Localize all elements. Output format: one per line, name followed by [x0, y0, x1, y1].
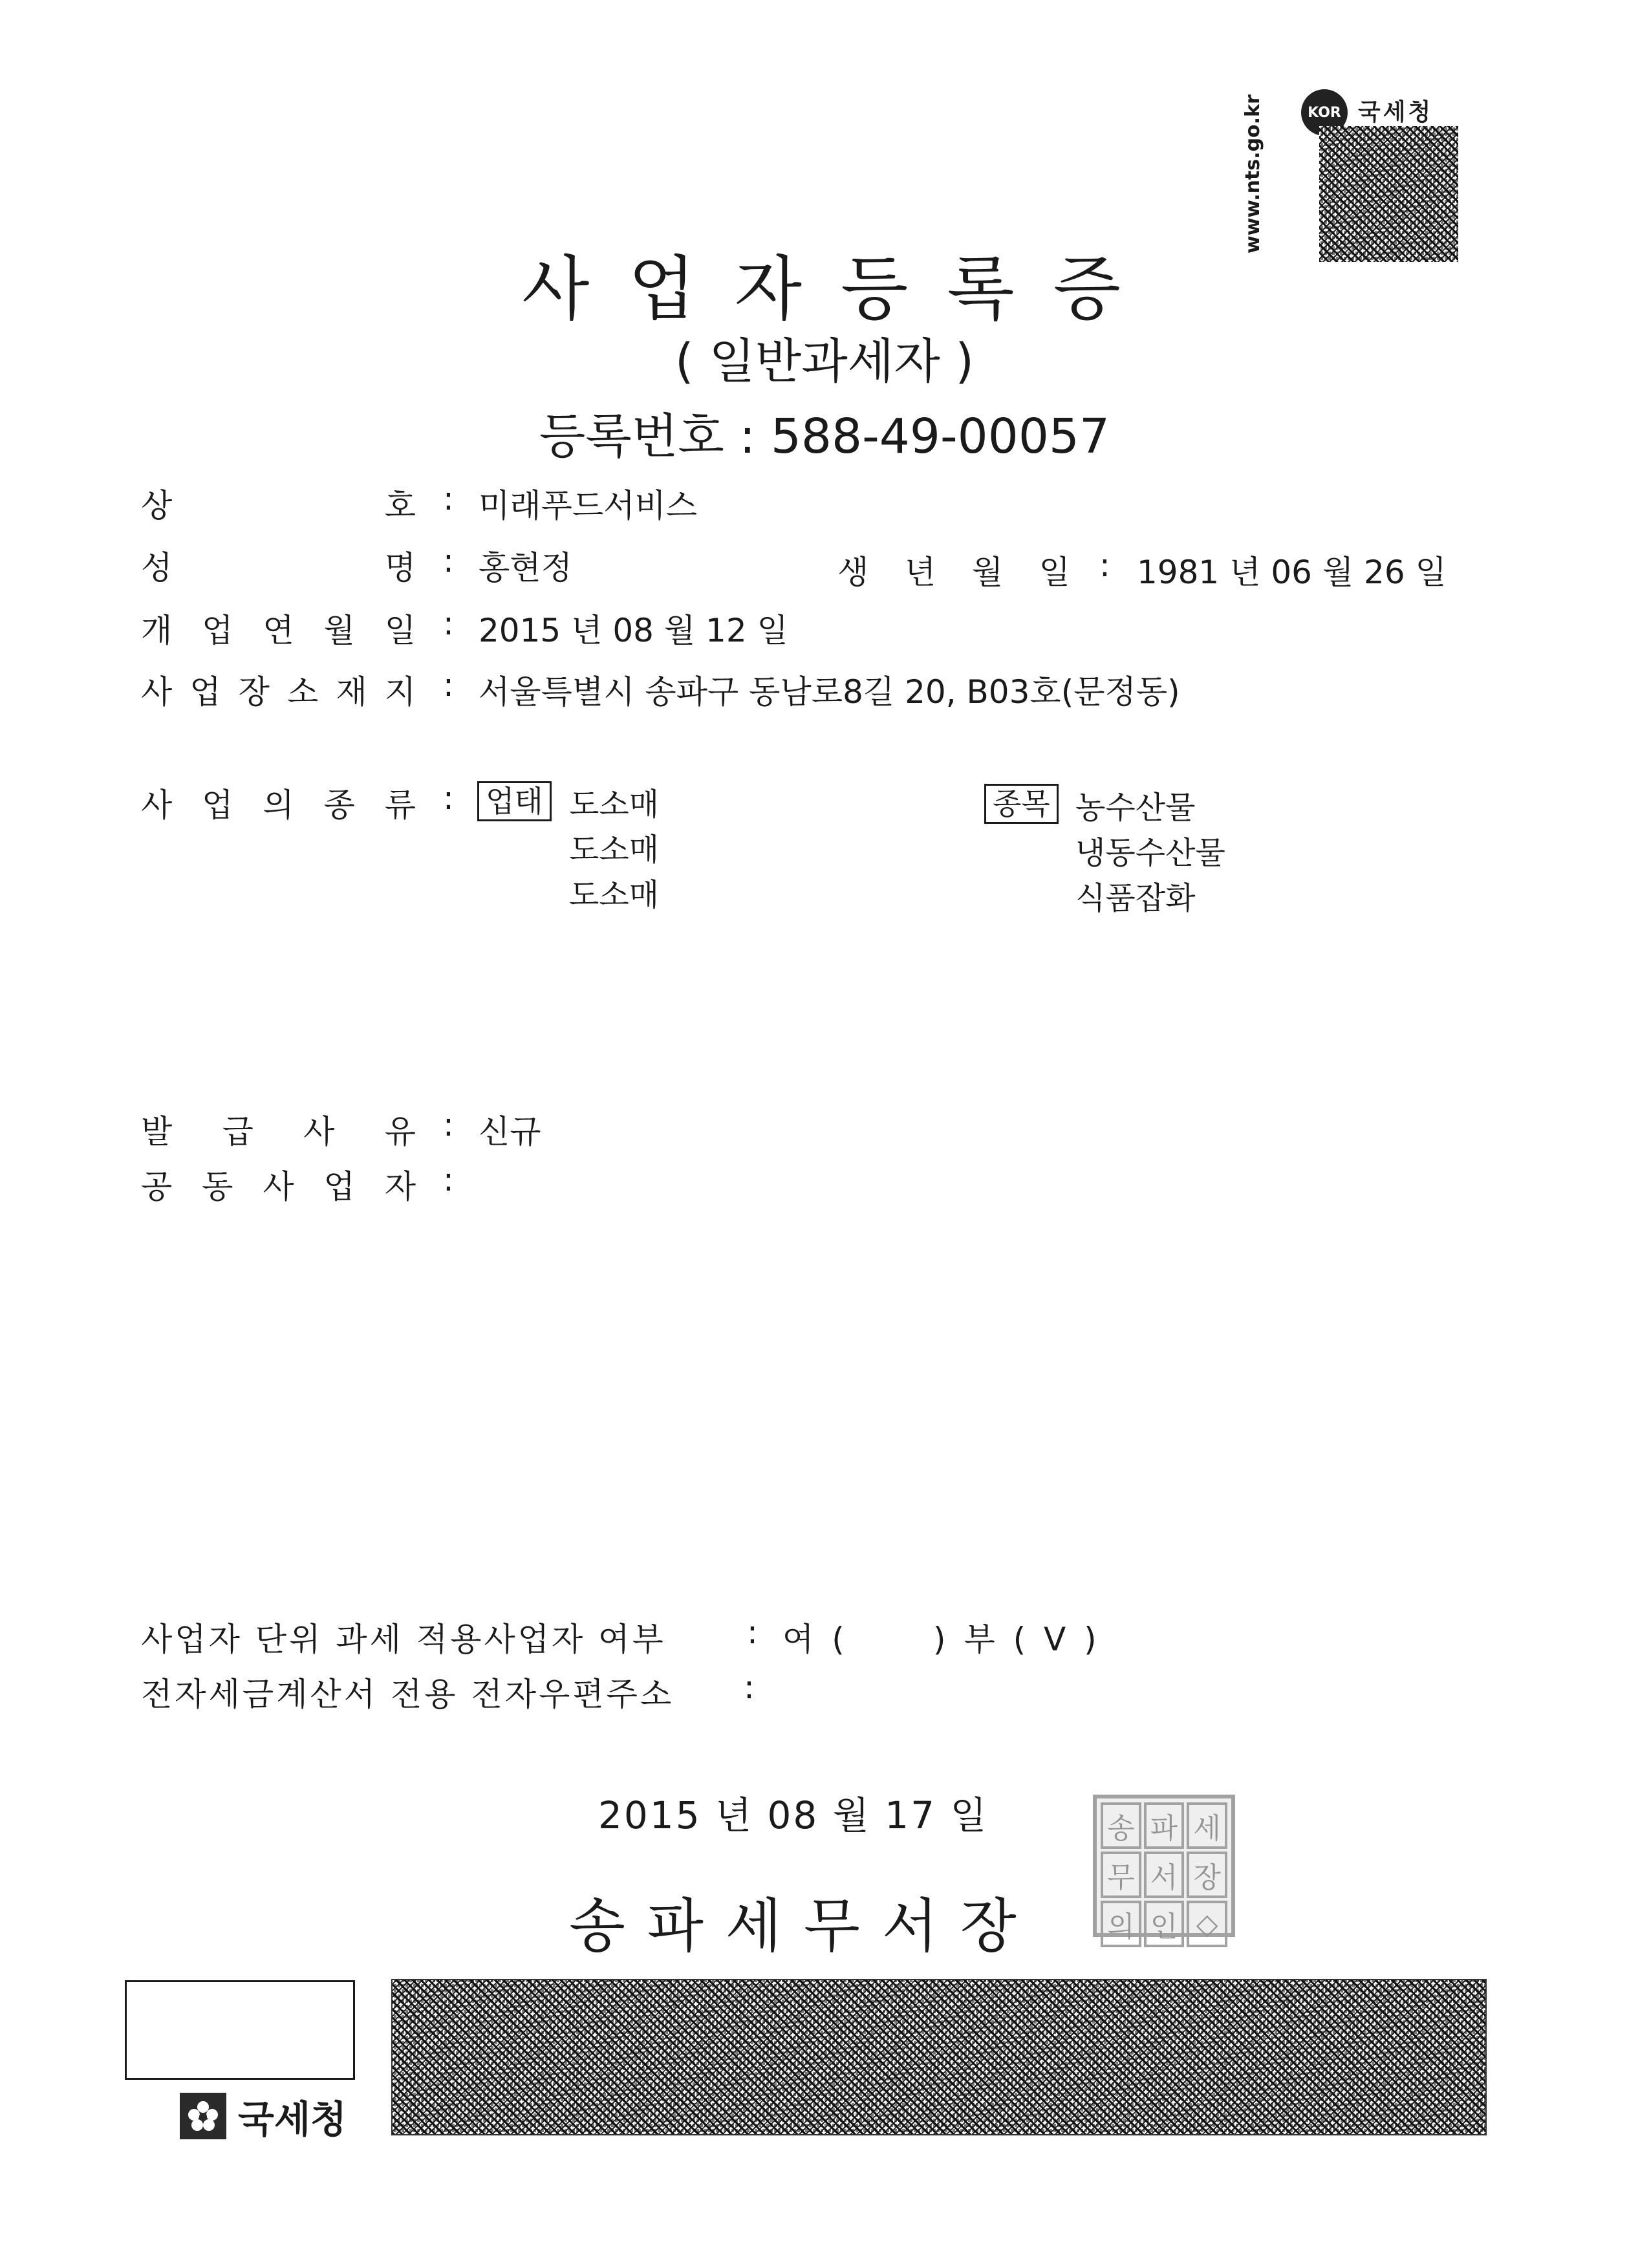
seal-glyph: 서 [1144, 1852, 1185, 1898]
business-category-value: 도소매 [569, 877, 660, 913]
registration-number-value: 588-49-00057 [770, 409, 1110, 464]
seal-glyph: 의 [1101, 1901, 1141, 1947]
registration-number-line [0, 398, 1649, 467]
label-char: 사 [263, 1168, 294, 1205]
registration-number-separator: : [724, 409, 771, 464]
seal-glyph: 장 [1187, 1852, 1227, 1898]
business-category-label: 업태 [477, 781, 552, 821]
colon: : [443, 1106, 454, 1143]
business-item-label: 종목 [984, 784, 1059, 824]
label-char: 업 [202, 612, 233, 649]
business-category-value: 도소매 [569, 832, 660, 868]
nts-emblem-icon [180, 2093, 226, 2139]
label-char: 발 [141, 1113, 173, 1150]
business-category-value: 도소매 [569, 786, 660, 823]
label-char: 의 [263, 786, 294, 824]
label-char: 재 [336, 673, 367, 711]
seal-glyph: 송 [1101, 1802, 1141, 1849]
unit-tax-label: 사업자 단위 과세 적용사업자 여부 [141, 1621, 666, 1658]
label-char: 성 [141, 549, 173, 587]
label-char: 업 [189, 673, 221, 711]
label-char: 업 [323, 1168, 355, 1205]
colon: : [443, 1161, 454, 1198]
address-value: 서울특별시 송파구 동남로8길 20, B03호(문정동) [479, 673, 1180, 711]
business-item-value: 식품잡화 [1075, 880, 1196, 916]
business-type-label [141, 779, 416, 826]
label-char: 류 [384, 786, 416, 824]
label-char: 사 [141, 786, 173, 824]
nts-bottom-logo-text: 국세청 [238, 2097, 347, 2141]
blank-stamp-box [125, 1980, 355, 2080]
email-separator: : [744, 1669, 755, 1706]
colon: : [443, 542, 454, 579]
label-char: 상 [141, 487, 173, 524]
issue-date: 2015 년 08 월 17 일 [598, 1793, 989, 1837]
nts-url: www.nts.go.kr [1242, 94, 1264, 254]
colon: : [443, 480, 454, 517]
co-owner-label [141, 1161, 416, 1207]
unit-tax-value: 여 ( ) 부 ( V ) [782, 1621, 1101, 1658]
label-char: 자 [384, 1168, 416, 1205]
issuing-office: 송파세무서장 [569, 1892, 1039, 1960]
seal-glyph: 파 [1144, 1802, 1185, 1849]
registration-number-label: 등록번호 [539, 409, 724, 464]
trade-name-value: 미래푸드서비스 [479, 487, 698, 524]
label-char: 사 [141, 673, 173, 711]
business-item-value: 냉동수산물 [1075, 835, 1225, 871]
label-char: 장 [238, 673, 270, 711]
label-char: 호 [384, 487, 416, 524]
label-char: 업 [202, 786, 233, 824]
owner-name-label [141, 542, 416, 589]
open-date-value: 2015 년 08 월 12 일 [479, 612, 788, 649]
nts-header-label: 국세청 [1358, 99, 1434, 125]
label-char: 월 [323, 612, 355, 649]
label-char: 개 [141, 612, 173, 649]
label-char: 월 [971, 554, 1004, 591]
label-char: 공 [141, 1168, 173, 1205]
label-char: 연 [263, 612, 294, 649]
label-char: 명 [384, 549, 416, 587]
business-item-value: 농수산물 [1075, 790, 1196, 826]
owner-name-value: 홍현정 [479, 549, 572, 587]
document-title: 사업자등록증 [522, 249, 1159, 330]
label-char: 유 [384, 1113, 416, 1150]
label-char: 지 [384, 673, 416, 711]
colon: : [443, 666, 454, 704]
colon: : [443, 605, 454, 642]
colon: : [443, 779, 454, 817]
document-subtitle: ( 일반과세자 ) [674, 334, 975, 389]
colon: : [1099, 546, 1110, 584]
label-char: 동 [202, 1168, 233, 1205]
issue-reason-value: 신규 [479, 1113, 541, 1150]
trade-name-label [141, 480, 416, 526]
security-pattern-strip [391, 1979, 1487, 2135]
seal-glyph: 인 [1144, 1901, 1185, 1947]
official-seal [1093, 1795, 1235, 1943]
address-label [141, 666, 416, 713]
birth-date-value: 1981 년 06 월 26 일 [1137, 554, 1447, 591]
birth-date-label [837, 546, 1070, 593]
open-date-label [141, 605, 416, 651]
label-char: 소 [286, 673, 319, 711]
label-char: 일 [1039, 554, 1070, 591]
email-label: 전자세금계산서 전용 전자우편주소 [141, 1676, 674, 1713]
label-char: 급 [222, 1113, 253, 1150]
label-char: 생 [837, 554, 869, 591]
label-char: 사 [303, 1113, 335, 1150]
label-char: 일 [384, 612, 416, 649]
unit-tax-separator: : [747, 1614, 758, 1651]
seal-glyph: ◇ [1187, 1901, 1227, 1947]
nts-bottom-logo [180, 2089, 347, 2143]
kor-badge-text: KOR [1308, 104, 1341, 121]
issue-reason-label [141, 1106, 416, 1152]
seal-glyph: 세 [1187, 1802, 1227, 1849]
label-char: 종 [323, 786, 355, 824]
seal-glyph: 무 [1101, 1852, 1141, 1898]
label-char: 년 [904, 554, 936, 591]
